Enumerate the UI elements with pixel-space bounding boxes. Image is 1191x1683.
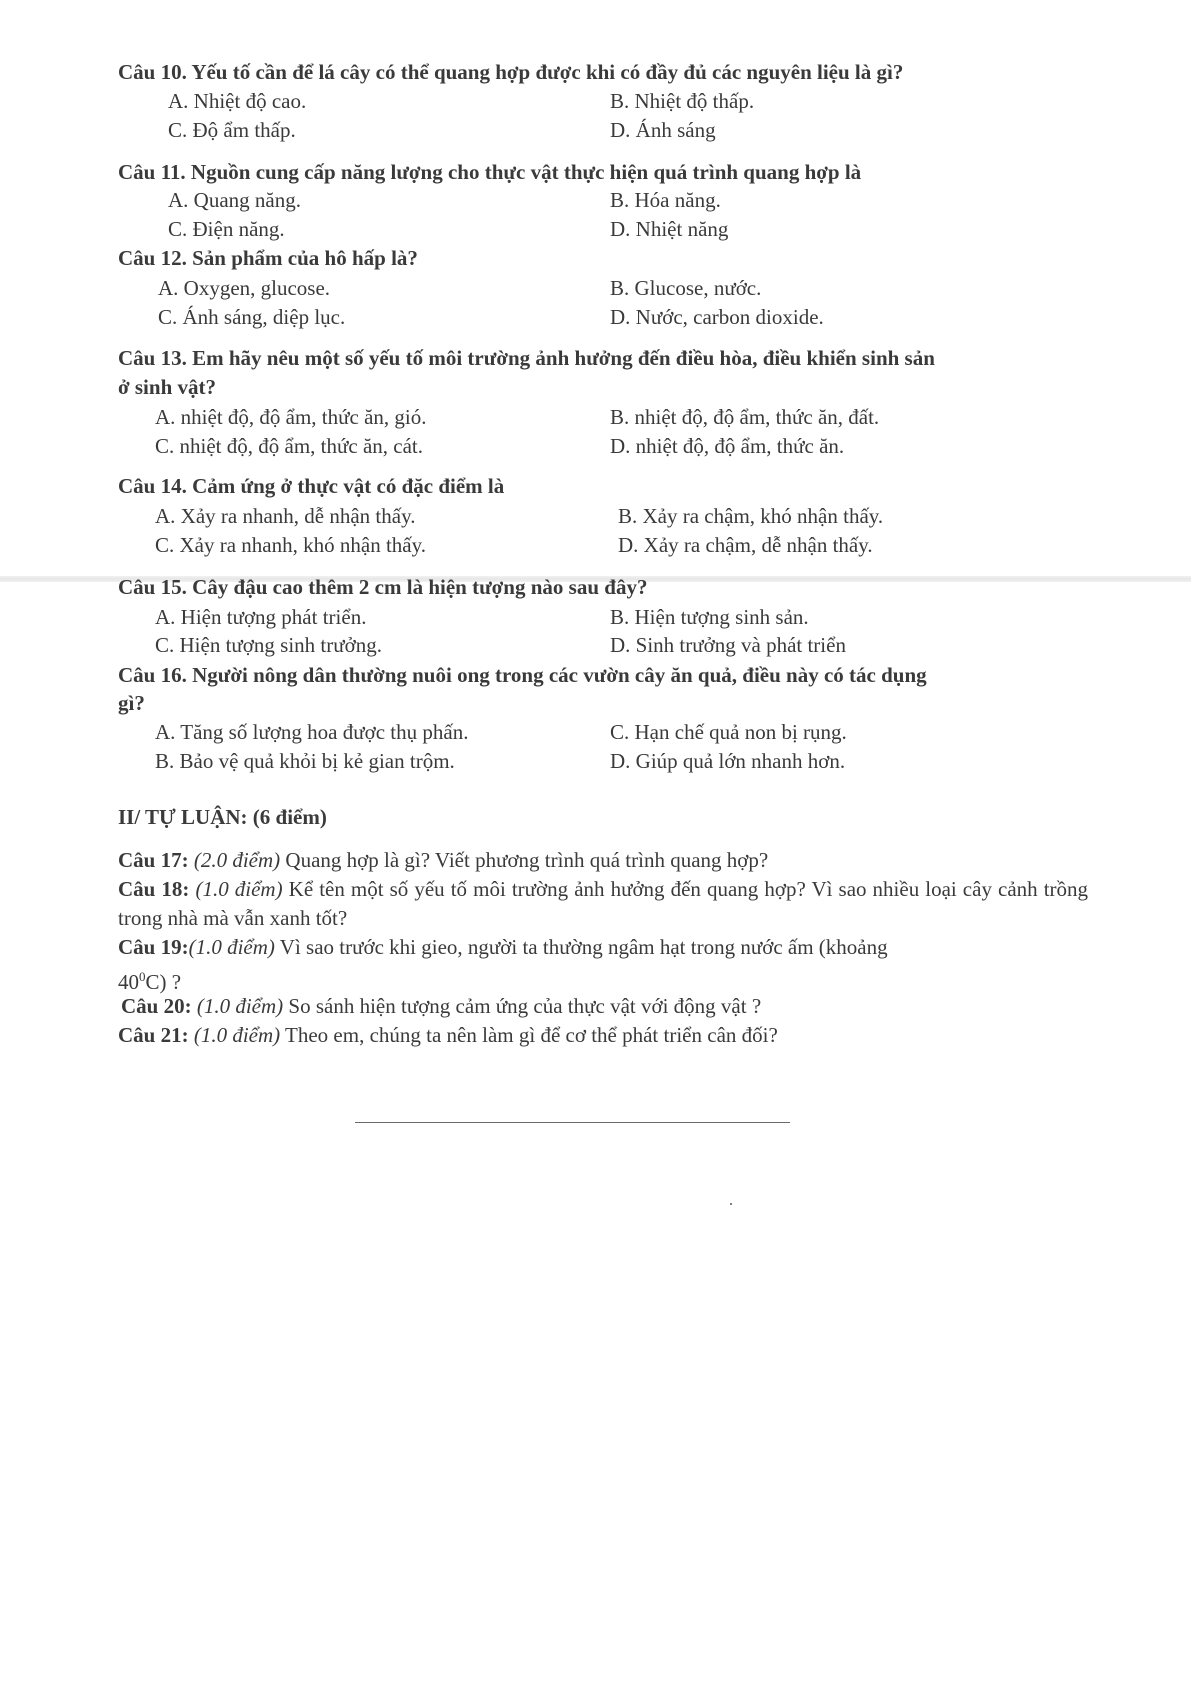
question-11-option-a: A. Quang năng. <box>168 188 301 212</box>
essay-19-temp-unit: C) ? <box>145 970 182 994</box>
question-10-option-c: C. Độ ẩm thấp. <box>168 118 296 142</box>
essay-19-temp-value: 40 <box>118 970 139 994</box>
essay-19-degree: 0 <box>139 969 146 984</box>
question-15-option-c: C. Hiện tượng sinh trưởng. <box>155 633 382 657</box>
essay-question-21 <box>118 1021 1088 1050</box>
question-14-stem: Câu 14. Cảm ứng ở thực vật có đặc điểm là <box>118 474 505 498</box>
question-14-option-a: A. Xảy ra nhanh, dễ nhận thấy. <box>155 504 416 528</box>
question-12-stem: Câu 12. Sản phẩm của hô hấp là? <box>118 246 418 270</box>
question-14-option-c: C. Xảy ra nhanh, khó nhận thấy. <box>155 533 426 557</box>
essay-18-text: Kể tên một số yếu tố môi trường ảnh hưởng đến quang hợp? Vì sao nhiều loại cây cảnh trồng trong nhà mà vẫn xanh tốt? <box>118 877 1089 930</box>
question-14-option-d: D. Xảy ra chậm, dễ nhận thấy. <box>618 533 873 557</box>
essay-17-points: (2.0 điểm) <box>193 848 281 872</box>
essay-21-points: (1.0 điểm) <box>193 1023 281 1047</box>
question-11-option-c: C. Điện năng. <box>168 217 285 241</box>
question-16-stem-line2: gì? <box>118 691 145 715</box>
question-10-stem: Câu 10. Yếu tố cần để lá cây có thể quang hợp được khi có đầy đủ các nguyên liệu là gì? <box>118 60 904 84</box>
question-12-option-d: D. Nước, carbon dioxide. <box>610 305 824 329</box>
question-13-option-d: D. nhiệt độ, độ ẩm, thức ăn. <box>610 434 845 458</box>
question-11-option-d: D. Nhiệt năng <box>610 217 729 241</box>
question-16-stem-line1: Câu 16. Người nông dân thường nuôi ong trong các vườn cây ăn quả, điều này có tác dụng <box>118 663 927 687</box>
question-13-option-c: C. nhiệt độ, độ ẩm, thức ăn, cát. <box>155 434 423 458</box>
essay-17-text: Quang hợp là gì? Viết phương trình quá trình quang hợp? <box>285 848 769 872</box>
essay-question-20 <box>121 992 1091 1021</box>
question-14-option-b: B. Xảy ra chậm, khó nhận thấy. <box>618 504 884 528</box>
essay-question-19 <box>118 933 1088 997</box>
essay-21-text: Theo em, chúng ta nên làm gì để cơ thể phát triển cân đối? <box>285 1023 778 1047</box>
essay-19-label: Câu 19: <box>118 935 189 959</box>
question-13-stem-line1: Câu 13. Em hãy nêu một số yếu tố môi trường ảnh hưởng đến điều hòa, điều khiển sinh sản <box>118 346 935 370</box>
question-16-option-d: D. Giúp quả lớn nhanh hơn. <box>610 749 846 773</box>
essay-question-17 <box>118 846 1088 875</box>
question-15-option-b: B. Hiện tượng sinh sản. <box>610 605 809 629</box>
question-16-option-c: C. Hạn chế quả non bị rụng. <box>610 720 847 744</box>
question-13-stem-line2: ở sinh vật? <box>118 375 216 399</box>
question-15-stem: Câu 15. Cây đậu cao thêm 2 cm là hiện tượng nào sau đây? <box>118 575 648 599</box>
question-12-option-b: B. Glucose, nước. <box>610 276 762 300</box>
question-15-option-a: A. Hiện tượng phát triển. <box>155 605 367 629</box>
essay-19-points: (1.0 điểm) <box>188 935 275 959</box>
end-rule <box>355 1122 790 1123</box>
essay-20-label: Câu 20: <box>121 994 192 1018</box>
essay-20-points: (1.0 điểm) <box>196 994 284 1018</box>
essay-18-label: Câu 18: <box>118 877 190 901</box>
question-10-option-d: D. Ánh sáng <box>610 118 716 142</box>
essay-18-points: (1.0 điểm) <box>195 877 283 901</box>
question-10-option-a: A. Nhiệt độ cao. <box>168 89 307 113</box>
question-15-option-d: D. Sinh trưởng và phát triển <box>610 633 846 657</box>
question-10-option-b: B. Nhiệt độ thấp. <box>610 89 755 113</box>
essay-19-text: Vì sao trước khi gieo, người ta thường ngâm hạt trong nước ấm (khoảng <box>279 935 888 959</box>
question-13-option-a: A. nhiệt độ, độ ẩm, thức ăn, gió. <box>155 405 427 429</box>
scan-speck <box>730 1203 732 1205</box>
question-16-option-b: B. Bảo vệ quả khỏi bị kẻ gian trộm. <box>155 749 455 773</box>
essay-20-text: So sánh hiện tượng cảm ứng của thực vật với động vật ? <box>288 994 762 1018</box>
essay-21-label: Câu 21: <box>118 1023 189 1047</box>
question-11-option-b: B. Hóa năng. <box>610 188 721 212</box>
question-12-option-a: A. Oxygen, glucose. <box>158 276 331 300</box>
question-11-stem: Câu 11. Nguồn cung cấp năng lượng cho thực vật thực hiện quá trình quang hợp là <box>118 160 862 184</box>
essay-17-label: Câu 17: <box>118 848 189 872</box>
question-12-option-c: C. Ánh sáng, diệp lục. <box>158 305 346 329</box>
question-16-option-a: A. Tăng số lượng hoa được thụ phấn. <box>155 720 469 744</box>
essay-question-18 <box>118 875 1088 933</box>
question-13-option-b: B. nhiệt độ, độ ẩm, thức ăn, đất. <box>610 405 880 429</box>
essay-section-heading: II/ TỰ LUẬN: (6 điểm) <box>118 805 327 829</box>
